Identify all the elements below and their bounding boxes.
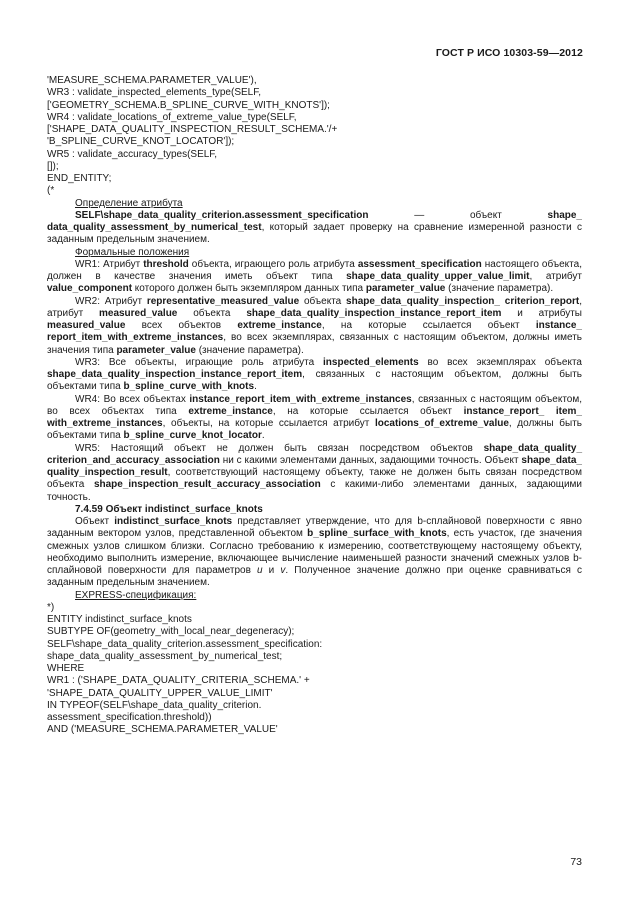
code-line: ENTITY indistinct_surface_knots <box>47 614 192 625</box>
text-run: настоящего объекта, должен в качестве значения иметь объект типа <box>47 258 582 282</box>
text-run: и <box>262 565 281 576</box>
page-content <box>47 75 582 737</box>
text-run: Объект <box>75 516 115 527</box>
text-run: u <box>256 565 263 576</box>
attribute-definition-heading: Определение атрибута <box>75 197 183 209</box>
page-number: 73 <box>570 856 582 868</box>
page-header-title: ГОСТ Р ИСО 10303-59—2012 <box>435 47 583 59</box>
code-line: WR3 : validate_inspected_elements_type(SELF, <box>47 87 262 99</box>
text-run: WR2: Атрибут <box>75 295 147 307</box>
bold-term: shape_inspection_result_accuracy_association <box>93 479 321 491</box>
text-run: , связанных с настоящим объектом, во всех объектах типа <box>47 393 583 417</box>
attribute-definition-paragraph <box>47 210 582 247</box>
bold-term: assessment_specification <box>357 258 482 270</box>
code-line: IN TYPEOF(SELF\shape_data_quality_criterion. <box>47 699 262 711</box>
bold-term: shape_data_quality_ criterion_and_accuracy_association <box>47 442 582 466</box>
formal-rule-paragraph <box>47 443 582 504</box>
code-line: AND ('MEASURE_SCHEMA.PARAMETER_VALUE' <box>47 724 278 736</box>
text-run: . Полученное значение должно при оценке сравниваться с заданным предельным значением. <box>47 565 582 589</box>
bold-term: shape_data_quality_inspection_instance_report_item <box>246 307 502 319</box>
text-run: WR1: Атрибут <box>75 258 144 270</box>
bold-term: shape_data_quality_inspection_ criterion_report <box>346 295 580 307</box>
bold-term: parameter_value <box>116 344 196 356</box>
text-run: , связанных с настоящим объектом, должны быть объектами типа <box>47 369 582 393</box>
code-line: SELF\shape_data_quality_criterion.assessment_specification: <box>47 638 323 650</box>
code-line: ['SHAPE_DATA_QUALITY_INSPECTION_RESULT_SCHEMA.'/+ <box>47 124 338 135</box>
code-line: WR1 : ('SHAPE_DATA_QUALITY_CRITERIA_SCHEMA.' + <box>47 675 310 687</box>
code-line: []); <box>47 160 59 172</box>
text-run: (значение параметра). <box>195 344 304 356</box>
text-run: объекта <box>177 307 247 319</box>
bold-term: shape_data_quality_inspection_instance_report_item <box>47 369 303 380</box>
bold-term: extreme_instance <box>188 405 273 417</box>
text-run: WR3: Все объекты, играющие роль атрибута <box>75 356 324 368</box>
text-run: представляет утверждение, что для b-сплайновой поверхности с явно заданным вектором узлов, представленной объектом <box>47 516 582 540</box>
bold-term: indistinct_surface_knots <box>114 516 233 527</box>
code-block-bottom <box>47 602 582 737</box>
code-line: shape_data_quality_assessment_by_numerical_test; <box>47 650 283 662</box>
bold-term: representative_measured_value <box>146 295 300 307</box>
text-run: , атрибут <box>47 295 583 319</box>
text-run: . <box>254 381 257 393</box>
bold-term: value_component <box>47 283 133 295</box>
text-run: WR4: Во всех объектах <box>75 393 190 405</box>
text-run: , на которые ссылается объект <box>321 320 536 331</box>
code-line: 'SHAPE_DATA_QUALITY_UPPER_VALUE_LIMIT' <box>47 687 273 699</box>
express-spec-heading: EXPRESS-спецификация: <box>75 589 197 601</box>
code-line: ['GEOMETRY_SCHEMA.B_SPLINE_CURVE_WITH_KNOTS']); <box>47 99 330 111</box>
formal-rule-paragraph <box>47 357 582 394</box>
bold-term: threshold <box>143 258 189 270</box>
code-line: 'B_SPLINE_CURVE_KNOT_LOCATOR']); <box>47 136 235 148</box>
text-run: , объекты, на которые ссылается атрибут <box>162 418 375 429</box>
text-run: , соответствующий настоящему объекту, также не должен быть связан посредством объекта <box>47 467 582 491</box>
code-line: WR5 : validate_accuracy_types(SELF, <box>47 148 218 160</box>
formal-propositions-heading: Формальные положения <box>75 246 190 258</box>
text-run: WR5: Настоящий объект не должен быть связан посредством объектов <box>75 442 484 454</box>
formal-rule-paragraph <box>47 296 582 357</box>
text-run: объекта, играющего роль атрибута <box>188 258 358 270</box>
bold-term: measured_value <box>98 307 178 319</box>
text-run: v <box>280 565 286 576</box>
section-heading: 7.4.59 Объект indistinct_surface_knots <box>75 503 263 515</box>
text-run: , который задает проверку на сравнение измеренной разности с заданным предельным значением. <box>47 222 582 246</box>
text-run: , на которые ссылается объект <box>272 405 464 417</box>
bold-term: inspected_elements <box>323 356 419 368</box>
code-line: END_ENTITY; <box>47 173 112 184</box>
code-block-top <box>47 75 582 198</box>
bold-term: locations_of_extreme_value <box>374 418 509 429</box>
code-line: *) <box>47 601 55 613</box>
code-line: (* <box>47 185 55 197</box>
text-run: объекта <box>299 295 347 307</box>
formal-rule-paragraph <box>47 259 582 296</box>
code-line: SUBTYPE OF(geometry_with_local_near_degeneracy); <box>47 626 295 638</box>
bold-term: b_spline_surface_with_knots <box>307 528 447 540</box>
text-run: всех объектов <box>125 320 238 331</box>
code-line: WR4 : validate_locations_of_extreme_value_type(SELF, <box>47 111 297 123</box>
bold-term: b_spline_curve_with_knots <box>123 381 255 393</box>
text-run: ни с какими элементами данных, задающими точность. Объект <box>219 454 522 466</box>
bold-term: instance_report_item_with_extreme_instances <box>189 393 412 405</box>
bold-term: extreme_instance <box>237 320 322 331</box>
text-run: , есть участок, где значения смежных узлов слишком близки. Согласно требованию к измерению, соответствующему настоящему объекту, необходимо выполнить измерение, включающее вычисление наименьшей разности значений смежных узлов b-сплайновой поверхности для параметров <box>47 528 582 576</box>
text-run: с какими-либо элементами данных, задающими точность. <box>47 479 582 503</box>
text-run: — объект <box>368 209 548 221</box>
bold-term: measured_value <box>47 320 126 331</box>
text-run: , во всех экземплярах, связанных с настоящим объектом, должны иметь значения типа <box>47 332 582 356</box>
formal-propositions <box>47 259 582 504</box>
bold-term: shape_ data_quality_assessment_by_numerical_test <box>47 209 582 233</box>
bold-term: instance_ report_item_with_extreme_instances <box>47 320 582 344</box>
text-run: во всех экземплярах объекта <box>418 356 582 368</box>
section-paragraph <box>47 516 582 590</box>
code-line: 'MEASURE_SCHEMA.PARAMETER_VALUE'), <box>47 75 257 86</box>
bold-term: parameter_value <box>365 283 446 295</box>
text-run: . <box>261 430 265 442</box>
bold-term: shape_data_quality_upper_value_limit <box>346 271 530 282</box>
bold-term: SELF\shape_data_quality_criterion.assessment_specification <box>75 209 369 221</box>
bold-term: b_spline_curve_knot_locator <box>123 430 262 442</box>
code-line: WHERE <box>47 663 85 674</box>
text-run: , атрибут <box>529 271 582 282</box>
code-line: assessment_specification.threshold)) <box>47 712 212 723</box>
text-run: (значение параметра). <box>445 283 554 295</box>
formal-rule-paragraph <box>47 394 582 443</box>
text-run: , должны быть объектами типа <box>47 418 583 442</box>
bold-term: instance_report_ item_ with_extreme_instances <box>47 405 582 429</box>
text-run: и атрибуты <box>501 307 582 319</box>
bold-term: shape_data_ quality_inspection_result <box>47 454 582 478</box>
text-run: которого должен быть экземпляром данных типа <box>132 283 366 295</box>
